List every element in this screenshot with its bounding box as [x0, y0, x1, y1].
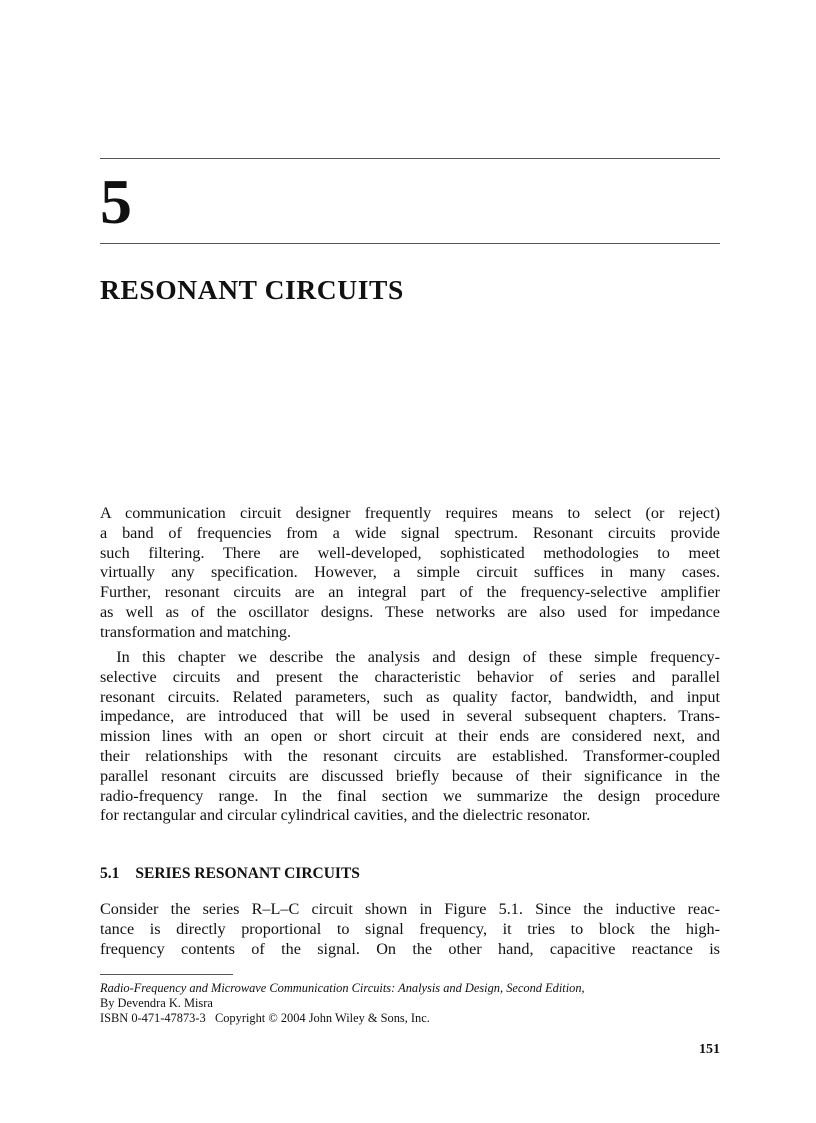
book-title: Radio-Frequency and Microwave Communication Circuits: Analysis and Design, Second Edition, [100, 981, 585, 995]
paragraph-line: their relationships with the resonant circuits are established. Transformer-coupled [100, 746, 720, 765]
paragraph-line: radio-frequency range. In the final section we summarize the design procedure [100, 786, 720, 805]
chapter-overview-paragraph [100, 648, 720, 826]
paragraph-line: for rectangular and circular cylindrical cavities, and the dielectric resonator. [100, 806, 591, 825]
section-number: 5.1 [100, 865, 120, 882]
paragraph-line: transformation and matching. [100, 622, 292, 641]
section-title: SERIES RESONANT CIRCUITS [135, 865, 360, 882]
section-paragraph [100, 900, 720, 959]
paragraph-line: Consider the series R–L–C circuit shown in Figure 5.1. Since the inductive reac- [100, 900, 720, 918]
paragraph-line: In this chapter we describe the analysis and design of these simple frequency- [100, 648, 720, 666]
paragraph-line: mission lines with an open or short circuit at their ends are considered next, and [100, 727, 720, 746]
paragraph-line: a band of frequencies from a wide signal spectrum. Resonant circuits provide [100, 523, 720, 542]
book-author: By Devendra K. Misra [100, 996, 213, 1011]
paragraph-line: frequency contents of the signal. On the other hand, capacitive reactance is [100, 939, 720, 958]
title-rule [100, 243, 720, 244]
chapter-number: 5 [100, 166, 132, 237]
page-number: 151 [699, 1042, 720, 1057]
paragraph-line: selective circuits and present the characteristic behavior of series and parallel [100, 667, 720, 686]
copyright: Copyright © 2004 John Wiley & Sons, Inc. [214, 1011, 430, 1026]
footnote [100, 981, 585, 1027]
paragraph-line: A communication circuit designer frequently requires means to select (or reject) [100, 504, 720, 522]
section-heading [100, 864, 360, 884]
paragraph-line: impedance, are introduced that will be used in several subsequent chapters. Trans- [100, 707, 720, 726]
footnote-rule [100, 974, 233, 975]
paragraph-line: tance is directly proportional to signal frequency, it tries to block the high- [100, 919, 720, 938]
isbn-line [100, 1011, 585, 1026]
paragraph-line: virtually any specification. However, a simple circuit suffices in many cases. [100, 563, 720, 582]
paragraph-line: parallel resonant circuits are discussed briefly because of their significance in the [100, 766, 720, 785]
intro-paragraph [100, 504, 720, 643]
paragraph-line: such filtering. There are well-developed, sophisticated methodologies to meet [100, 543, 720, 562]
paragraph-line: resonant circuits. Related parameters, such as quality factor, bandwidth, and input [100, 687, 720, 706]
chapter-title: RESONANT CIRCUITS [100, 274, 404, 305]
paragraph-line: as well as of the oscillator designs. These networks are also used for impedance [100, 602, 720, 621]
top-rule [100, 158, 720, 159]
isbn: ISBN 0-471-47873-3 [100, 1011, 206, 1026]
paragraph-line: Further, resonant circuits are an integral part of the frequency-selective amplifier [100, 583, 720, 602]
